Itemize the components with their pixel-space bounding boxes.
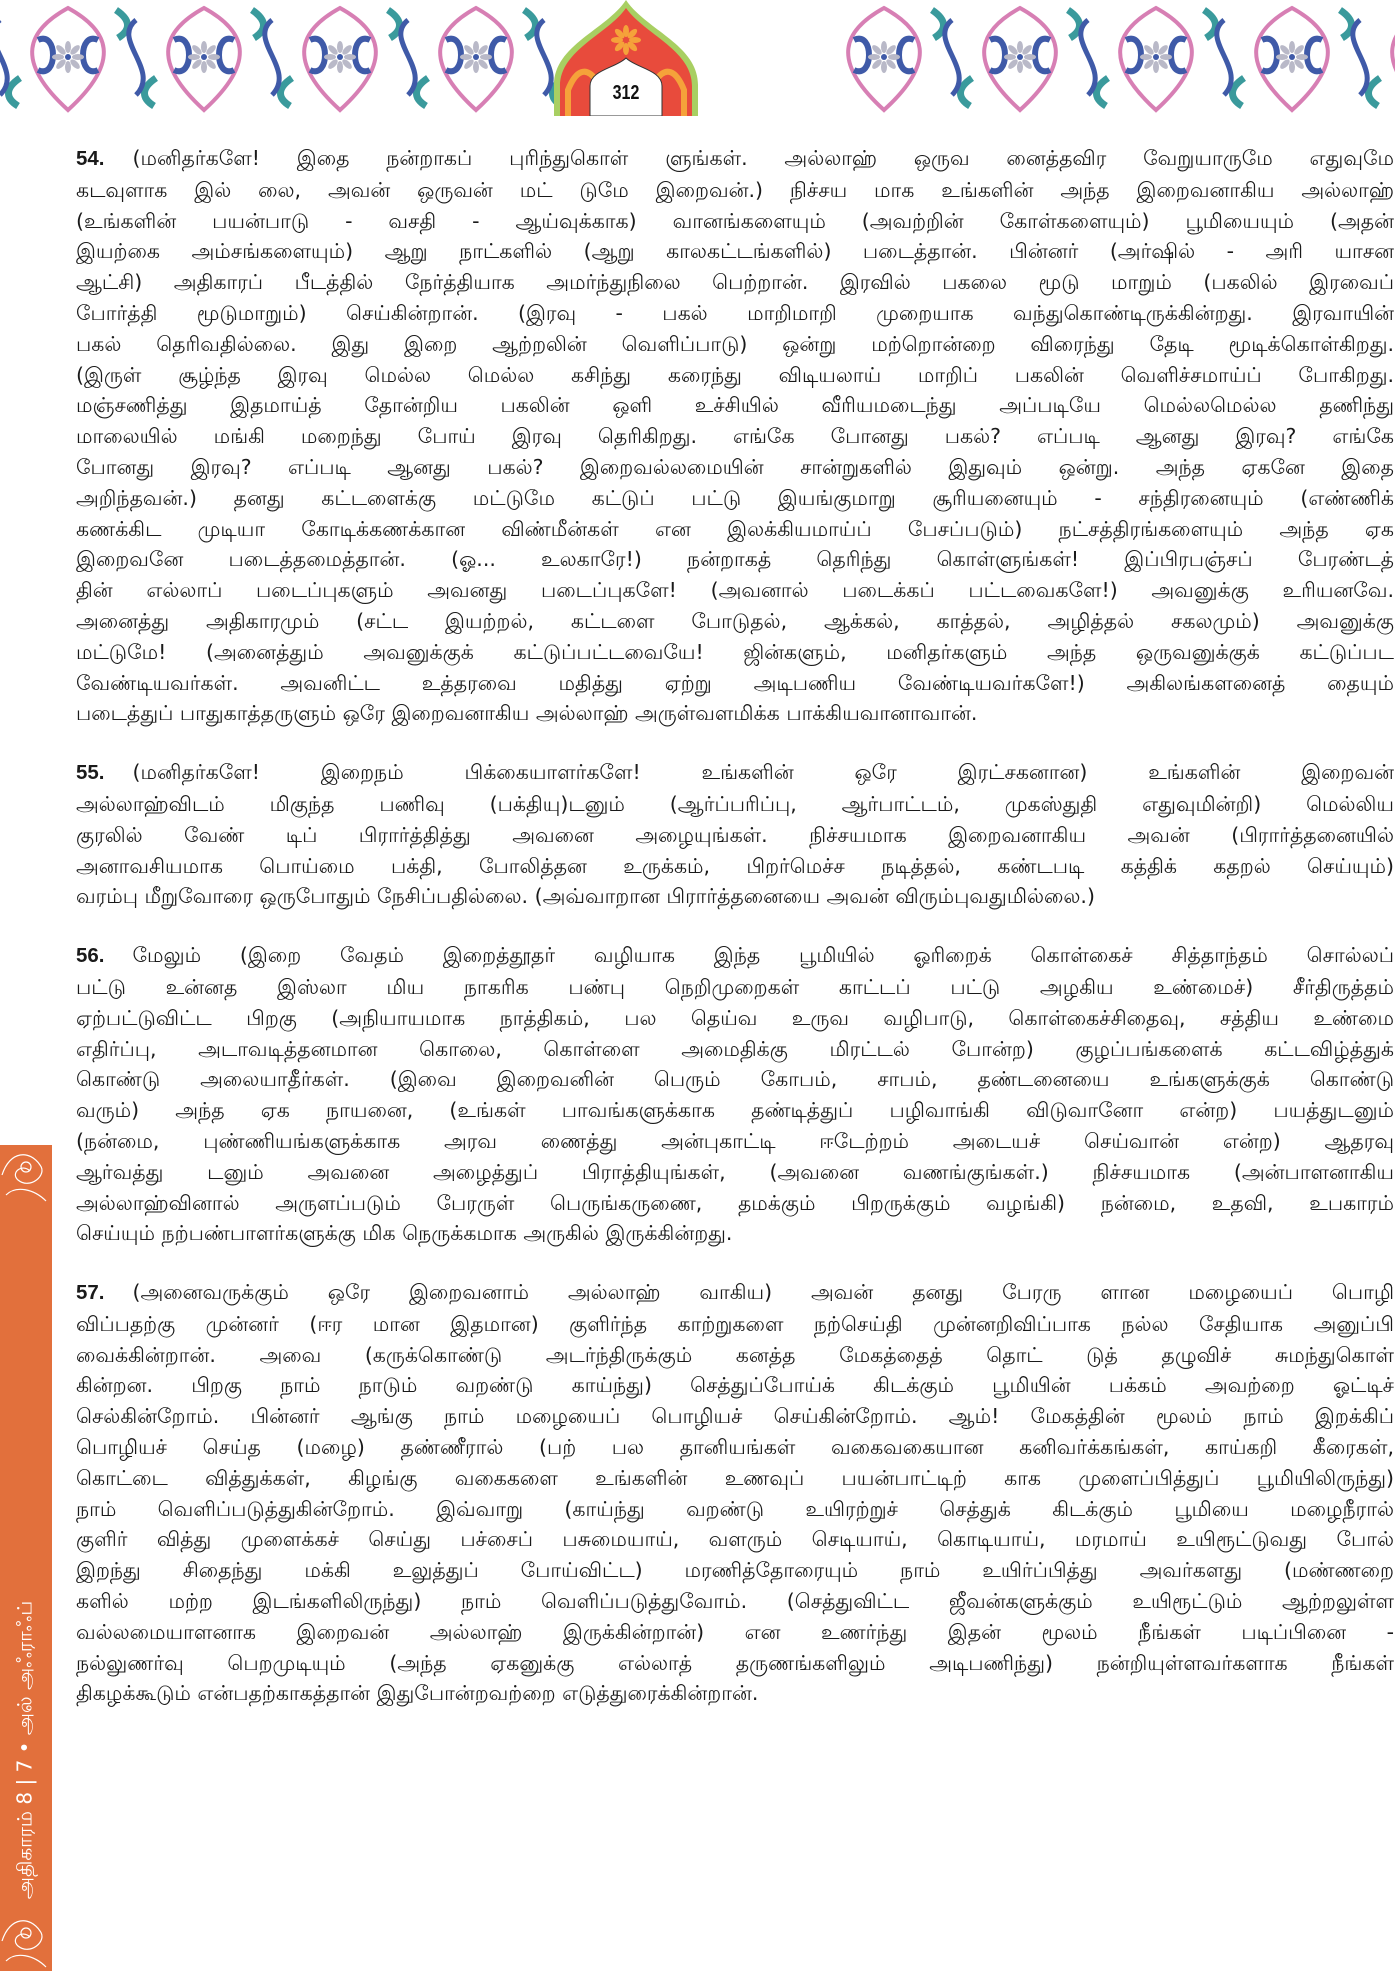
ornamental-header-banner: [0, 0, 1395, 116]
verse-line: [76, 606, 1394, 637]
verse-number: 54.: [76, 147, 105, 170]
verse-line-text: போனது இரவு? எப்படி ஆனது பகல்? இறைவல்லமையின் சான்றுகளில் இதுவும் ஒன்று. அந்த ஏகனே இதை: [76, 454, 1394, 479]
document-body: [76, 143, 1394, 1737]
verse-line: [76, 1309, 1394, 1340]
verse-line-text: (மனிதர்களே! இறைநம் பிக்கையாளர்களே! உங்களின் ஒரே இரட்சகனான) உங்களின் இறைவன்: [132, 760, 1394, 785]
verse-line: [76, 789, 1394, 820]
verse-line-text: (மனிதர்களே! இதை நன்றாகப் புரிந்துகொள் ளுங்கள். அல்லாஹ் ஒருவ னைத்தவிர வேறுயாருமே எதுவுமே: [132, 146, 1394, 170]
verse-line-text: பட்டு உன்னத இஸ்லா மிய நாகரிக பண்பு நெறிமுறைகள் காட்டப் பட்டு அழகிய உண்மைச்) சீர்திருத்தம்: [76, 974, 1394, 999]
verse-line-text: எதிர்ப்பு, அடாவடித்தனமான கொலை, கொள்ளை அமைதிக்கு மிரட்டல் போன்ற) குழப்பங்களைக் கட்டவிழ்த்துக்: [76, 1036, 1394, 1061]
verse-line-text: அறிந்தவன்.) தனது கட்டளைக்கு மட்டுமே கட்டுப் பட்டு இயங்குமாறு சூரியனையும் - சந்திரனையும் (எண்ணிக்: [76, 485, 1394, 510]
verse-line-text: களில் மற்ற இடங்களிலிருந்து) நாம் வெளிப்படுத்துவோம். (செத்துவிட்ட ஜீவன்களுக்கும் உயிரூட்டும் ஆற்றலுள்ள: [76, 1589, 1394, 1614]
verse-line-text: நல்லுணர்வு பெறமுடியும் (அந்த ஏகனுக்கு எல்லாத் தருணங்களிலும் அடிபணிந்து) நன்றியுள்ளவர்களாக நீங்கள்: [76, 1650, 1394, 1675]
verse-line-text: போர்த்தி மூடுமாறும்) செய்கின்றான். (இரவு - பகல் மாறிமாறி முறையாக வந்துகொண்டிருக்கின்றது. இரவாயின்: [76, 300, 1394, 325]
verse-line-text: செல்கின்றோம். பின்னர் ஆங்கு நாம் மழையைப் பொழியச் செய்கின்றோம். ஆம்! மேகத்தின் மூலம் நாம் இறக்கிப்: [76, 1404, 1394, 1429]
verse-line-text: செய்யும் நற்பண்பாளர்களுக்கு மிக நெருக்கமாக அருகில் இருக்கின்றது.: [76, 1221, 733, 1246]
verse-line-text: மட்டுமே! (அனைத்தும் அவனுக்குக் கட்டுப்பட்டவையே! ஜின்களும், மனிதர்களும் அந்த ஒருவனுக்குக் கட்டுப்பட: [76, 639, 1394, 664]
verse-line-text: திகழக்கூடும் என்பதற்காகத்தான் இதுபோன்றவற்றை எடுத்துரைக்கின்றான்.: [76, 1681, 759, 1706]
verse-line-text: பொழியச் செய்த (மழை) தண்ணீரால் (பற் பல தானியங்கள் வகைவகையான கனிவர்க்கங்கள், காய்கறி கீரைகள்,: [76, 1435, 1394, 1460]
verse-line-text: கின்றன. பிறகு நாம் நாடும் வறண்டு காய்ந்து) செத்துப்போய்க் கிடக்கும் பூமியின் பக்கம் அவற்றை ஓட்டிச்: [76, 1373, 1394, 1398]
chapter-label: அதிகாரம் 8 | 7 • அல் அஃராஃப்: [12, 1600, 37, 1900]
verse-line-text: கடவுளாக இல் லை, அவன் ஒருவன் மட் டுமே இறைவன்.) நிச்சய மாக உங்களின் அந்த இறைவனாகிய அல்லாஹ்: [76, 177, 1394, 202]
verse-line-text: பகல் தெரிவதில்லை. இது இறை ஆற்றலின் வெளிப்பாடு) ஒன்று மற்றொன்றை விரைந்து தேடி மூடிக்கொள்கிறது.: [76, 331, 1394, 356]
verse-line-text: இறைவனே படைத்தமைத்தான். (ஓ... உலகாரே!) நன்றாகத் தெரிந்து கொள்ளுங்கள்! இப்பிரபஞ்சப் பேரண்டத்: [76, 547, 1394, 572]
verse-line-text: (அனைவருக்கும் ஒரே இறைவனாம் அல்லாஹ் வாகிய) அவன் தனது பேரரு ளான மழையைப் பொழி: [132, 1280, 1394, 1305]
verse-line: [76, 452, 1394, 483]
verse-line-text: தின் எல்லாப் படைப்புகளும் அவனது படைப்புகளே! (அவனால் படைக்கப் பட்டவைகளே!) அவனுக்கு உரியனவே.: [76, 578, 1394, 603]
verse-line: [76, 820, 1394, 851]
verse-line: [76, 1277, 1394, 1309]
verse-line: [76, 1218, 1394, 1249]
verse-line-text: (நன்மை, புண்ணியங்களுக்காக அரவ ணைத்து அன்புகாட்டி ஈடேற்றம் அடையச் செய்வான் என்ற) ஆதரவு: [76, 1128, 1394, 1153]
verse-line: [76, 757, 1394, 789]
verse-line: [76, 1524, 1394, 1555]
verse-line: [76, 637, 1394, 668]
verse-line-text: மஞ்சணித்து இதமாய்த் தோன்றிய பகலின் ஒளி உச்சியில் வீரியமடைந்து அப்படியே மெல்லமெல்ல தணிந்து: [76, 393, 1394, 418]
verse-57: [76, 1277, 1394, 1709]
side-ornament-bottom-icon: [0, 1911, 52, 1971]
verse-line: [76, 1555, 1394, 1586]
verse-line-text: மேலும் (இறை வேதம் இறைத்தூதர் வழியாக இந்த பூமியில் ஓரிறைக் கொள்கைச் சித்தாந்தம் சொல்லப்: [132, 943, 1394, 968]
verse-line-text: கணக்கிட முடியா கோடிக்கணக்கான விண்மீன்கள் என இலக்கியமாய்ப் பேசப்படும்) நட்சத்திரங்களையும் அந்த ஏக: [76, 516, 1394, 541]
verse-56: [76, 940, 1394, 1249]
verse-line: [76, 483, 1394, 514]
verse-line-text: (உங்களின் பயன்பாடு - வசதி - ஆய்வுக்காக) வானங்களையும் (அவற்றின் கோள்களையும்) பூமியையும் (அதன்: [76, 208, 1394, 233]
verse-line: [76, 575, 1394, 606]
verse-line: [76, 1678, 1394, 1709]
verse-number: 55.: [76, 761, 105, 785]
verse-line-text: படைத்துப் பாதுகாத்தருளும் ஒரே இறைவனாகிய அல்லாஹ் அருள்வளமிக்க பாக்கியவானாவான்.: [76, 701, 978, 726]
verse-line: [76, 298, 1394, 329]
verse-line: [76, 698, 1394, 729]
verse-line-text: மாலையில் மங்கி மறைந்து போய் இரவு தெரிகிறது. எங்கே போனது பகல்? எப்படி ஆனது இரவு? எங்கே: [76, 424, 1394, 449]
verse-line: [76, 1003, 1394, 1034]
verse-line: [76, 1157, 1394, 1188]
verse-line: [76, 1034, 1394, 1065]
verse-line: [76, 544, 1394, 575]
verse-line: [76, 1126, 1394, 1157]
verse-line: [76, 1401, 1394, 1432]
verse-line-text: கொண்டு அலையாதீர்கள். (இவை இறைவனின் பெரும் கோபம், சாபம், தண்டனையை உங்களுக்குக் கொண்டு: [76, 1067, 1394, 1092]
side-ornament-top-icon: [0, 1145, 52, 1205]
verse-line-text: ஏற்பட்டுவிட்ட பிறகு (அநியாயமாக நாத்திகம், பல தெய்வ உருவ வழிபாடு, கொள்கைச்சிதைவு, சத்திய உண்மை: [76, 1005, 1394, 1030]
verse-line: [76, 1370, 1394, 1401]
verse-line: [76, 206, 1394, 237]
verse-line-text: இறந்து சிதைந்து மக்கி உலுத்துப் போய்விட்ட) மரணித்தோரையும் நாம் உயிர்ப்பித்து அவர்களது (மண்ணறை: [76, 1558, 1394, 1583]
arabesque-pattern: [0, 0, 1395, 116]
verse-line-text: (இருள் சூழ்ந்த இரவு மெல்ல மெல்ல கசிந்து கரைந்து விடியலாய் மாறிப் பகலின் வெளிச்சமாய்ப் போகிறது.: [76, 362, 1394, 387]
verse-line: [76, 1617, 1394, 1648]
verse-line: [76, 360, 1394, 391]
verse-line: [76, 1095, 1394, 1126]
verse-line-text: நாம் வெளிப்படுத்துகின்றோம். இவ்வாறு (காய்ந்து வறண்டு உயிரற்றுச் செத்துக் கிடக்கும் பூமியை மழைநீரால்: [76, 1496, 1394, 1521]
verse-line-text: வரும்) அந்த ஏக நாயனை, (உங்கள் பாவங்களுக்காக தண்டித்துப் பழிவாங்கி விடுவானோ என்ற) பயத்துடனும்: [76, 1098, 1394, 1123]
verse-line: [76, 668, 1394, 699]
verse-line-text: வல்லமையாளனாக இறைவன் அல்லாஹ் இருக்கின்றான்) என உணர்ந்து இதன் மூலம் நீங்கள் படிப்பினை -: [76, 1619, 1394, 1644]
verse-line-text: அனைத்து அதிகாரமும் (சட்ட இயற்றல், கட்டளை போடுதல், ஆக்கல், காத்தல், அழித்தல் சகலமும்) அவனுக்கு: [76, 608, 1394, 633]
verse-line-text: குரலில் வேண் டிப் பிரார்த்தித்து அவனை அழையுங்கள். நிச்சயமாக இறைவனாகிய அவன் (பிரார்த்தனையில்: [76, 822, 1394, 847]
verse-line-text: குளிர் வித்து முளைக்கச் செய்து பச்சைப் பசுமையாய், வளரும் செடியாய், கொடியாய், மரமாய் உயிரூட்டுவது போல்: [76, 1527, 1394, 1552]
verse-line: [76, 1064, 1394, 1095]
verse-line: [76, 267, 1394, 298]
verse-line: [76, 1494, 1394, 1525]
verse-line-text: ஆர்வத்து டனும் அவனை அழைத்துப் பிராத்தியுங்கள், (அவனை வணங்குங்கள்.) நிச்சயமாக (அன்பாளனாகிய: [76, 1159, 1394, 1184]
verse-line: [76, 329, 1394, 360]
verse-line: [76, 514, 1394, 545]
verse-line: [76, 390, 1394, 421]
verse-line: [76, 972, 1394, 1003]
verse-line-text: அல்லாஹ்விடம் மிகுந்த பணிவு (பக்தியு)டனும் (ஆர்ப்பரிப்பு, ஆர்பாட்டம், முகஸ்துதி எதுவுமின்றி) மெல்லிய: [76, 791, 1394, 816]
verse-line: [76, 143, 1394, 175]
verse-line-text: ஆட்சி) அதிகாரப் பீடத்தில் நேர்த்தியாக அமர்ந்துநிலை பெற்றான். இரவில் பகலை மூடு மாறும் (பகலில் இரவைப்: [76, 270, 1394, 295]
page-number: 312: [612, 82, 640, 104]
verse-line-text: விப்பதற்கு முன்னர் (ஈர மான இதமான) குளிர்ந்த காற்றுகளை நற்செய்தி முன்னறிவிப்பாக நல்ல சேதியாக அனுப்பி: [76, 1311, 1394, 1336]
verse-line-text: அல்லாஹ்வினால் அருளப்படும் பேரருள் பெருங்கருணை, தமக்கும் பிறருக்கும் வழங்கி) நன்மை, உதவி, உபகாரம்: [76, 1190, 1394, 1215]
verse-line: [76, 1340, 1394, 1371]
verse-line: [76, 1463, 1394, 1494]
verse-line: [76, 940, 1394, 972]
verse-line: [76, 851, 1394, 882]
verse-55: [76, 757, 1394, 912]
verse-line-text: இயற்கை அம்சங்களையும்) ஆறு நாட்களில் (ஆறு காலகட்டங்களில்) படைத்தான். பின்னர் (அர்ஷில் - அரி யாசன: [76, 239, 1394, 264]
verse-line: [76, 236, 1394, 267]
verse-line-text: கொட்டை வித்துக்கள், கிழங்கு வகைகளை உங்களின் உணவுப் பயன்பாட்டிற் காக முளைப்பித்துப் பூமியிலிருந்து): [76, 1465, 1394, 1490]
verse-line-text: அனாவசியமாக பொய்மை பக்தி, போலித்தன உருக்கம், பிறர்மெச்ச நடித்தல், கண்டபடி கத்திக் கதறல் செய்யும்): [76, 853, 1394, 878]
verse-number: 56.: [76, 944, 105, 968]
verse-line-text: வரம்பு மீறுவோரை ஒருபோதும் நேசிப்பதில்லை. (அவ்வாறான பிரார்த்தனையை அவன் விரும்புவதுமில்லை.): [76, 884, 1095, 909]
verse-number: 57.: [76, 1281, 105, 1305]
verse-54: [76, 143, 1394, 729]
verse-line: [76, 175, 1394, 206]
verse-line: [76, 1188, 1394, 1219]
verse-line: [76, 1586, 1394, 1617]
verse-line: [76, 1432, 1394, 1463]
verse-line: [76, 421, 1394, 452]
verse-line-text: வைக்கின்றான். அவை (கருக்கொண்டு அடர்ந்திருக்கும் கனத்த மேகத்தைத் தொட் டுத் தழுவிச் சுமந்துகொள்: [76, 1342, 1394, 1367]
verse-line-text: வேண்டியவர்கள். அவனிட்ட உத்தரவை மதித்து ஏற்று அடிபணிய வேண்டியவர்களே!) அகிலங்களனைத் தையும்: [76, 670, 1394, 695]
verse-line: [76, 1648, 1394, 1679]
verse-line: [76, 881, 1394, 912]
